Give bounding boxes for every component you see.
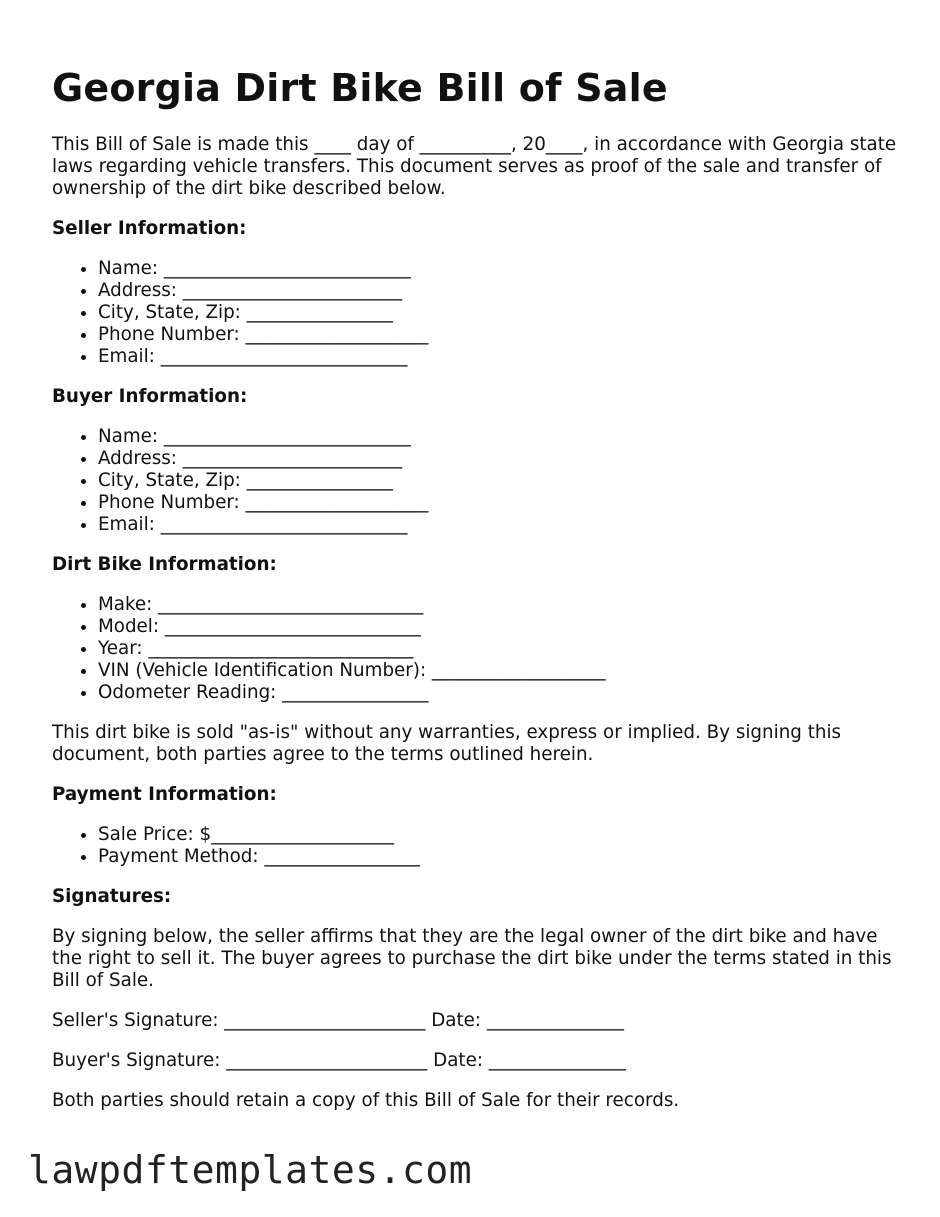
buyer-heading: Buyer Information: bbox=[52, 386, 248, 407]
payment-list bbox=[52, 824, 902, 868]
buyer-email-field: • Email: ___________________________ bbox=[98, 514, 902, 536]
bike-year-field: • Year: _____________________________ bbox=[98, 638, 902, 660]
bike-list bbox=[52, 594, 902, 704]
watermark-logo: lawpdftemplates.com bbox=[28, 1148, 473, 1192]
buyer-list bbox=[52, 426, 902, 536]
seller-heading: Seller Information: bbox=[52, 218, 247, 239]
seller-signature-line: Seller's Signature: ______________________ Date: _______________ bbox=[52, 1010, 624, 1031]
intro-paragraph: This Bill of Sale is made this ____ day of __________, 20____, in accordance with Georgia state laws regarding vehicle transfers. This document serves as proof of the sale and transfer of ownership of the dirt bike described below. bbox=[52, 134, 897, 199]
bike-odometer-field: • Odometer Reading: ________________ bbox=[98, 682, 902, 704]
closing-note: Both parties should retain a copy of this Bill of Sale for their records. bbox=[52, 1090, 680, 1111]
as-is-paragraph: This dirt bike is sold "as-is" without any warranties, express or implied. By signing this document, both parties agree to the terms outlined herein. bbox=[52, 722, 842, 765]
document-title: Georgia Dirt Bike Bill of Sale bbox=[52, 66, 668, 110]
sale-price-field: • Sale Price: $____________________ bbox=[98, 824, 902, 846]
buyer-city-state-zip-field: • City, State, Zip: ________________ bbox=[98, 470, 902, 492]
payment-heading: Payment Information: bbox=[52, 784, 277, 805]
bike-make-field: • Make: _____________________________ bbox=[98, 594, 902, 616]
bike-heading: Dirt Bike Information: bbox=[52, 554, 277, 575]
seller-name-field: • Name: ___________________________ bbox=[98, 258, 902, 280]
buyer-phone-field: • Phone Number: ____________________ bbox=[98, 492, 902, 514]
seller-phone-field: • Phone Number: ____________________ bbox=[98, 324, 902, 346]
seller-email-field: • Email: ___________________________ bbox=[98, 346, 902, 368]
signatures-heading: Signatures: bbox=[52, 886, 172, 907]
buyer-signature-line: Buyer's Signature: ______________________ Date: _______________ bbox=[52, 1050, 626, 1071]
seller-city-state-zip-field: • City, State, Zip: ________________ bbox=[98, 302, 902, 324]
document-page bbox=[52, 64, 902, 1112]
bike-vin-field: • VIN (Vehicle Identification Number): ___________________ bbox=[98, 660, 902, 682]
signatures-statement: By signing below, the seller affirms that they are the legal owner of the dirt bike and have the right to sell it. The buyer agrees to purchase the dirt bike under the terms stated in this Bill of Sale. bbox=[52, 926, 892, 991]
buyer-name-field: • Name: ___________________________ bbox=[98, 426, 902, 448]
seller-list bbox=[52, 258, 902, 368]
buyer-address-field: • Address: ________________________ bbox=[98, 448, 902, 470]
seller-address-field: • Address: ________________________ bbox=[98, 280, 902, 302]
payment-method-field: • Payment Method: _________________ bbox=[98, 846, 902, 868]
bike-model-field: • Model: ____________________________ bbox=[98, 616, 902, 638]
